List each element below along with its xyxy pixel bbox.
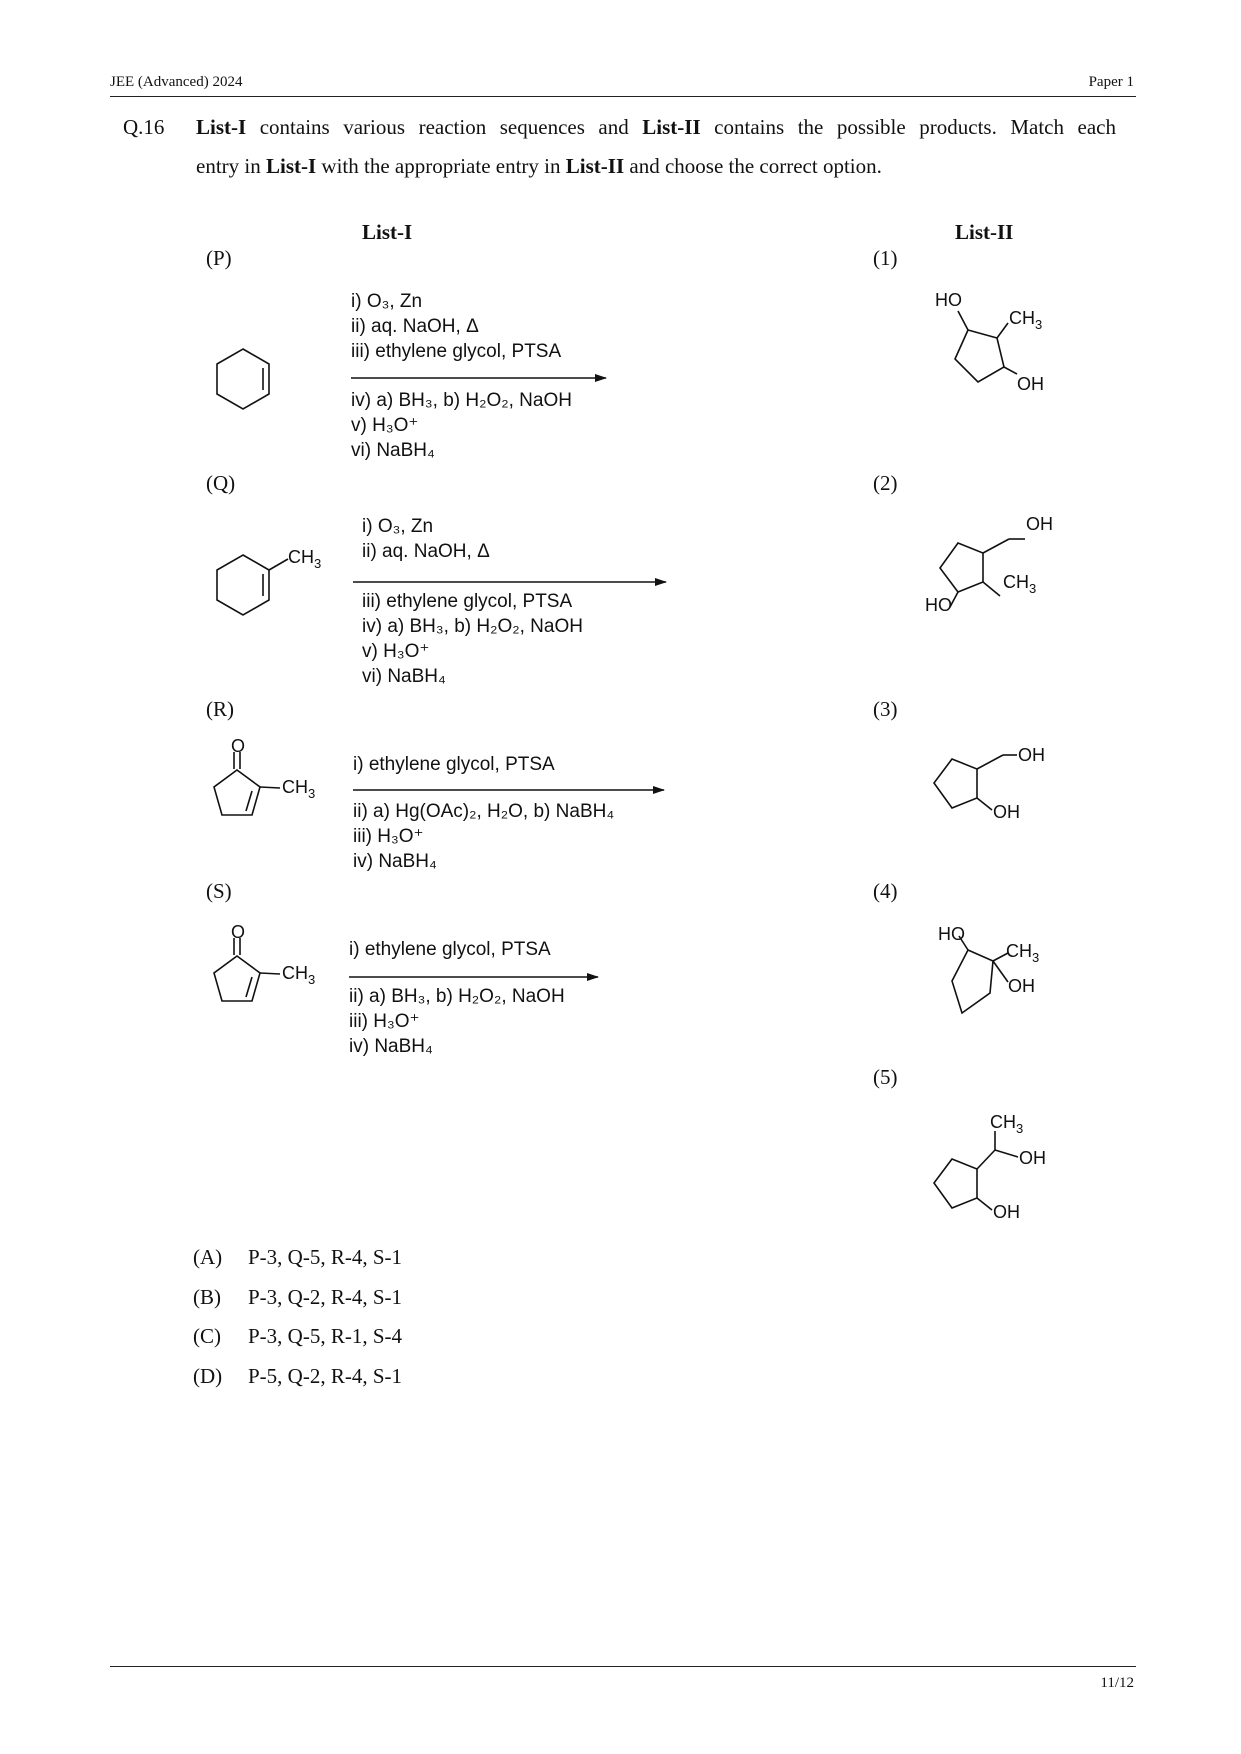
option-text: P-3, Q-5, R-4, S-1 — [248, 1245, 403, 1269]
oh-label: OH — [1026, 514, 1053, 534]
label-2: (2) — [873, 471, 898, 495]
ho-label: HO — [935, 290, 962, 310]
oh-label: OH — [1008, 976, 1035, 996]
question-number: Q.16 — [123, 115, 165, 139]
page-number: 11/12 — [1100, 1675, 1134, 1691]
condition: i) O₃, Zn — [351, 291, 423, 312]
emph-list2: List-II — [565, 154, 625, 178]
label-P: (P) — [206, 246, 232, 270]
condition: iii) ethylene glycol, PTSA — [362, 591, 573, 612]
emph-list2: List-II — [642, 115, 701, 139]
condition: iv) NaBH₄ — [353, 851, 437, 872]
ch3-label: $CH_3$ — [1003, 572, 1037, 596]
condition: iii) H₃O⁺ — [349, 1011, 420, 1032]
product-5-structure — [934, 1131, 1018, 1210]
option-key: (D) — [193, 1363, 223, 1388]
oh-label: OH — [993, 802, 1020, 822]
condition: vi) NaBH₄ — [351, 440, 435, 461]
condition: v) H₃O⁺ — [351, 415, 419, 436]
text-run: and choose the correct option. — [624, 154, 882, 178]
condition: iv) a) BH₃, b) H₂O₂, NaOH — [351, 390, 572, 411]
methylcyclopentenone-structure-S — [214, 938, 280, 1001]
ch3-label: $CH_3$ — [990, 1112, 1024, 1136]
oh-label: OH — [993, 1202, 1020, 1222]
option-d[interactable] — [193, 1357, 402, 1397]
option-text: P-5, Q-2, R-4, S-1 — [248, 1363, 403, 1388]
cyclohexene-structure — [217, 349, 269, 409]
text-run: with the appropriate entry in — [316, 154, 566, 178]
header-title: JEE (Advanced) 2024 — [110, 74, 243, 90]
label-4: (4) — [873, 879, 898, 903]
methylcyclopentenone-structure-R — [214, 752, 280, 815]
header-paper: Paper 1 — [1088, 74, 1134, 90]
ch3-label: $CH_3$ — [288, 547, 322, 571]
oxygen-label: O — [231, 736, 246, 756]
condition: i) ethylene glycol, PTSA — [349, 939, 551, 960]
oh-label: OH — [1017, 374, 1044, 394]
label-5: (5) — [873, 1065, 898, 1089]
ho-label: HO — [938, 924, 965, 944]
ch3-label: $CH_3$ — [282, 777, 316, 801]
condition: i) ethylene glycol, PTSA — [353, 754, 555, 775]
oxygen-label: O — [231, 922, 246, 942]
product-1-structure — [955, 311, 1017, 382]
ho-label: HO — [925, 595, 952, 615]
text-run: entry in — [196, 154, 266, 178]
ch3-label: $CH_3$ — [282, 963, 316, 987]
condition: iv) NaBH₄ — [349, 1036, 433, 1057]
condition: ii) a) Hg(OAc)₂, H₂O, b) NaBH₄ — [353, 801, 615, 822]
ch3-label: $CH_3$ — [1006, 941, 1040, 965]
methylcyclohexene-structure — [217, 555, 288, 615]
label-1: (1) — [873, 246, 898, 270]
label-S: (S) — [206, 879, 232, 903]
emph-list1: List-I — [265, 154, 317, 178]
option-a[interactable] — [193, 1238, 402, 1278]
option-key: (C) — [193, 1324, 221, 1348]
label-Q: (Q) — [206, 471, 236, 495]
condition: ii) aq. NaOH, Δ — [351, 316, 479, 337]
text-run: contains the possible products. Match each — [700, 115, 1116, 139]
footer-rule — [110, 1666, 1136, 1667]
option-key: (B) — [193, 1284, 221, 1309]
condition: iii) ethylene glycol, PTSA — [351, 341, 562, 362]
condition: ii) a) BH₃, b) H₂O₂, NaOH — [349, 986, 565, 1007]
option-text: P-3, Q-2, R-4, S-1 — [248, 1284, 403, 1309]
text-run: contains various reaction sequences and — [246, 115, 643, 139]
condition: i) O₃, Zn — [362, 516, 434, 537]
product-4-structure — [952, 936, 1008, 1013]
condition: vi) NaBH₄ — [362, 666, 446, 687]
oh-label: OH — [1019, 1148, 1046, 1168]
option-b[interactable] — [193, 1278, 402, 1318]
option-key: (A) — [193, 1245, 223, 1269]
option-text: P-3, Q-5, R-1, S-4 — [248, 1324, 403, 1348]
condition: iv) a) BH₃, b) H₂O₂, NaOH — [362, 616, 583, 637]
list2-heading: List-II — [955, 220, 1014, 244]
emph-list1: List-I — [196, 115, 247, 139]
condition: v) H₃O⁺ — [362, 641, 430, 662]
answer-options — [193, 1238, 402, 1396]
condition: iii) H₃O⁺ — [353, 826, 424, 847]
ch3-label: $CH_3$ — [1009, 308, 1043, 332]
list1-heading: List-I — [362, 220, 413, 244]
label-3: (3) — [873, 697, 898, 721]
oh-label: OH — [1018, 745, 1045, 765]
option-c[interactable] — [193, 1317, 402, 1357]
condition: ii) aq. NaOH, Δ — [362, 541, 490, 562]
label-R: (R) — [206, 697, 234, 721]
